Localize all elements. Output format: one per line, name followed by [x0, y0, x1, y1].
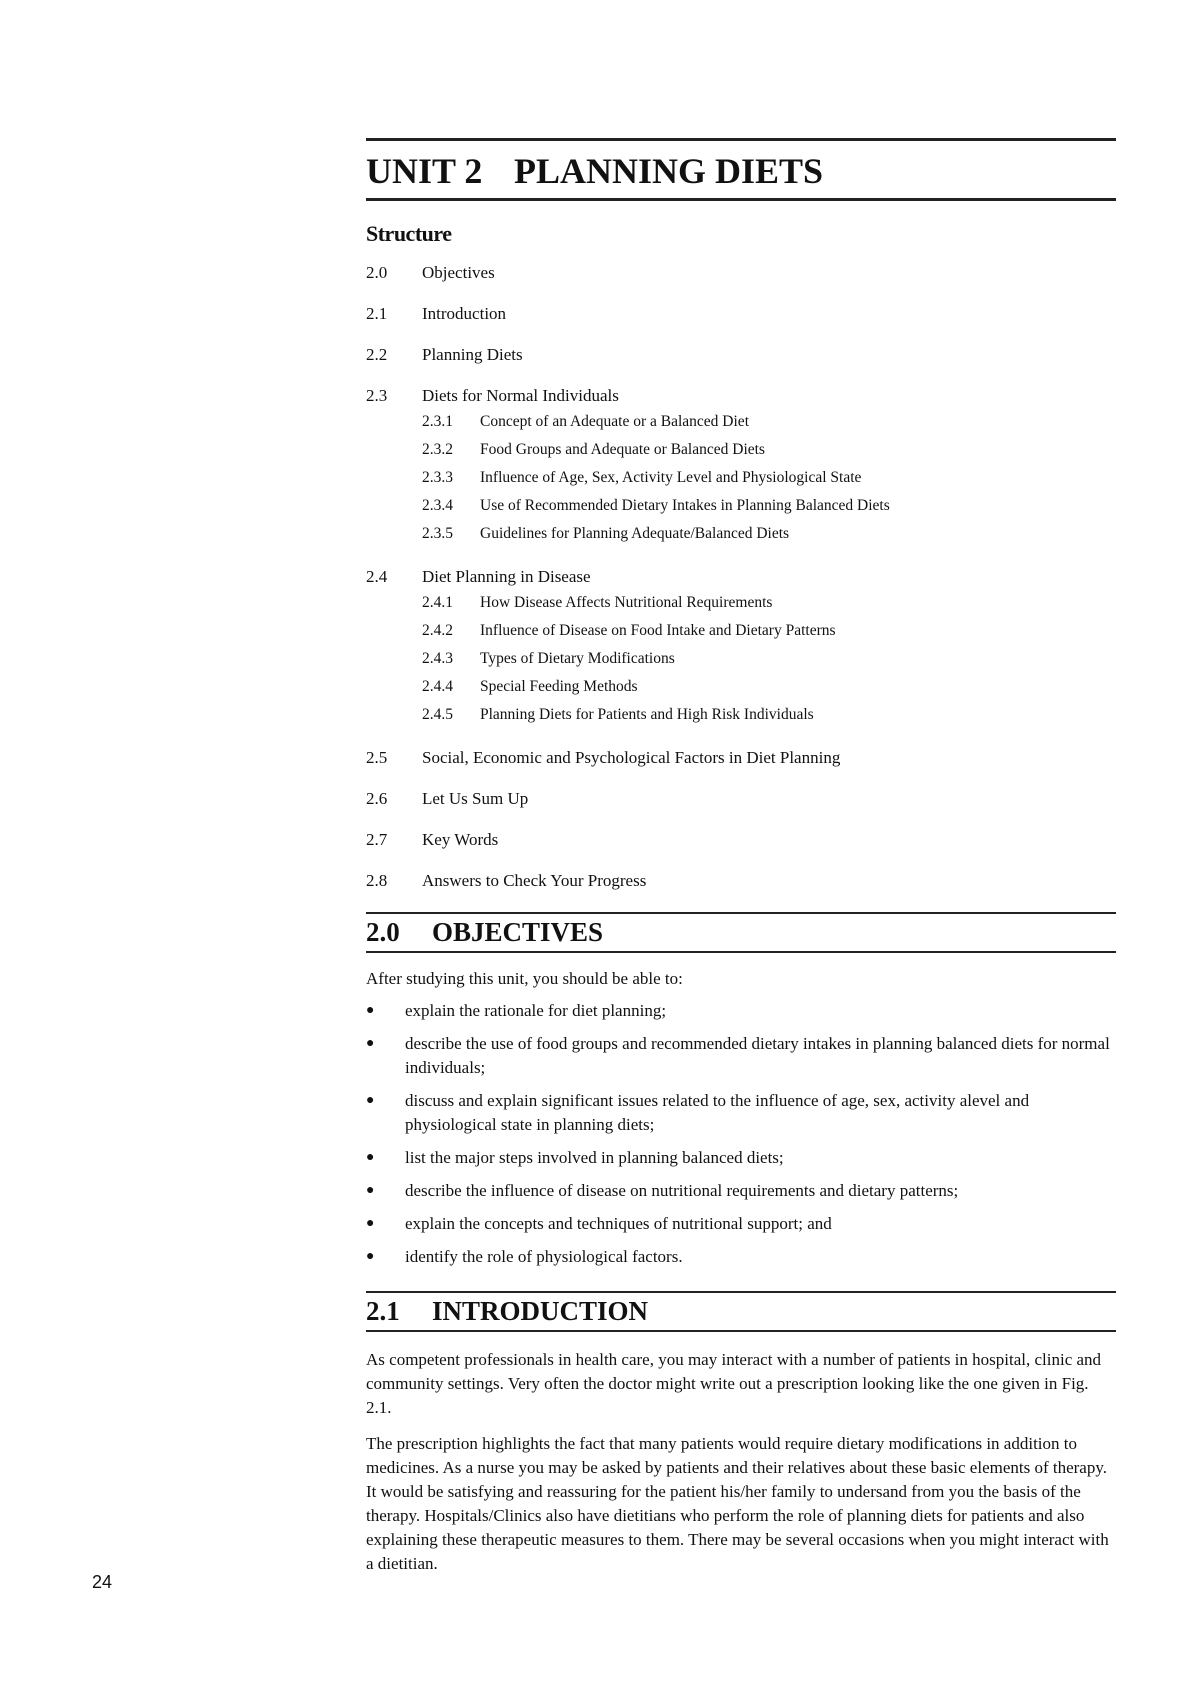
toc-subitem-number: 2.4.2	[422, 622, 453, 639]
toc-subitem	[366, 497, 1116, 517]
structure-heading: Structure	[366, 221, 452, 246]
toc-item-label: Planning Diets	[422, 345, 523, 364]
toc-item-number: 2.0	[366, 263, 388, 282]
toc-item-number: 2.4	[366, 567, 388, 586]
objective-item	[366, 999, 1116, 1023]
toc-subitem-label: Guidelines for Planning Adequate/Balanced Diets	[480, 525, 790, 542]
toc-item-number: 2.1	[366, 304, 388, 323]
toc-item	[366, 386, 1116, 406]
table-of-contents	[366, 263, 1116, 891]
toc-subitem-label: Concept of an Adequate or a Balanced Diet	[480, 413, 749, 430]
toc-item	[366, 871, 1116, 891]
objective-text: list the major steps involved in planning balanced diets;	[405, 1148, 784, 1167]
objective-item	[366, 1089, 1116, 1137]
objectives-heading	[366, 912, 1116, 953]
toc-subitem-label: Types of Dietary Modifications	[480, 650, 675, 667]
toc-subitem-number: 2.3.4	[422, 497, 453, 514]
toc-item-label: Diet Planning in Disease	[422, 567, 591, 586]
toc-item-number: 2.5	[366, 748, 388, 767]
toc-item	[366, 789, 1116, 809]
toc-subitem-number: 2.4.4	[422, 678, 453, 695]
objective-text: explain the rationale for diet planning;	[405, 1001, 667, 1020]
toc-item-label: Objectives	[422, 263, 495, 282]
toc-subitem-label: Food Groups and Adequate or Balanced Diets	[480, 441, 765, 458]
toc-subitem-number: 2.3.2	[422, 441, 453, 458]
toc-item-number: 2.8	[366, 871, 388, 890]
page-number: 24	[92, 1572, 113, 1592]
toc-item	[366, 345, 1116, 365]
bullet-icon: ●	[366, 1150, 375, 1165]
introduction-heading	[366, 1291, 1116, 1332]
toc-subitem	[366, 622, 1116, 642]
toc-item	[366, 830, 1116, 850]
toc-item	[366, 263, 1116, 283]
toc-subitem-label: Influence of Age, Sex, Activity Level and Physiological State	[480, 469, 862, 486]
toc-subitem	[366, 525, 1116, 545]
bullet-icon: ●	[366, 1249, 375, 1264]
objective-text: explain the concepts and techniques of nutritional support; and	[405, 1214, 832, 1233]
toc-subitem-label: Special Feeding Methods	[480, 678, 638, 695]
toc-item-number: 2.2	[366, 345, 388, 364]
introduction-title: INTRODUCTION	[432, 1296, 649, 1326]
toc-subitem-number: 2.4.1	[422, 594, 453, 611]
introduction-number: 2.1	[366, 1296, 400, 1326]
unit-number: UNIT 2	[366, 151, 483, 191]
toc-item-number: 2.3	[366, 386, 388, 405]
toc-subitem	[366, 678, 1116, 698]
toc-subitem-number: 2.4.5	[422, 706, 453, 723]
objective-text: describe the influence of disease on nutritional requirements and dietary patterns;	[405, 1181, 959, 1200]
objective-text: describe the use of food groups and recommended dietary intakes in planning balanced diets for normal individuals;	[405, 1034, 1110, 1077]
objective-item	[366, 1179, 1116, 1203]
objective-text: identify the role of physiological factors.	[405, 1247, 683, 1266]
toc-subitem	[366, 650, 1116, 670]
toc-subitem-number: 2.3.3	[422, 469, 453, 486]
objective-item	[366, 1032, 1116, 1080]
objectives-intro: After studying this unit, you should be able to:	[366, 969, 683, 988]
introduction-paragraph-2: The prescription highlights the fact that many patients would require dietary modifications in addition to medicines. As a nurse you may be asked by patients and their relatives about these basic elements of therapy. It would be satisfying and reassuring for the patient his/her family to undersand from you the basis of the therapy. Hospitals/Clinics also have dietitians who perform the role of planning diets for patients and also explaining these therapeutic measures to them. There may be several occasions when you might interact with a dietitian.	[366, 1434, 1109, 1573]
toc-subitem-number: 2.3.5	[422, 525, 453, 542]
objective-item	[366, 1146, 1116, 1170]
toc-item	[366, 567, 1116, 587]
bullet-icon: ●	[366, 1093, 375, 1108]
toc-subitem-number: 2.4.3	[422, 650, 453, 667]
unit-title	[366, 141, 1116, 201]
toc-subitem-label: Influence of Disease on Food Intake and Dietary Patterns	[480, 622, 836, 639]
objectives-number: 2.0	[366, 917, 400, 947]
toc-subitem-label: Planning Diets for Patients and High Risk Individuals	[480, 706, 814, 723]
bullet-icon: ●	[366, 1183, 375, 1198]
introduction-paragraph-1: As competent professionals in health care, you may interact with a number of patients in hospital, clinic and community settings. Very often the doctor might write out a prescription looking like the one given in Fig. 2.1.	[366, 1350, 1102, 1417]
bullet-icon: ●	[366, 1216, 375, 1231]
toc-item-label: Social, Economic and Psychological Factors in Diet Planning	[422, 748, 841, 767]
toc-item-label: Introduction	[422, 304, 507, 323]
toc-item-label: Let Us Sum Up	[422, 789, 529, 808]
toc-subitem-label: How Disease Affects Nutritional Requirements	[480, 594, 773, 611]
objective-item	[366, 1212, 1116, 1236]
unit-name: PLANNING DIETS	[514, 151, 824, 191]
objective-text: discuss and explain significant issues related to the influence of age, sex, activity alevel and physiological state in planning diets;	[405, 1091, 1030, 1134]
objectives-list	[366, 999, 1116, 1269]
toc-subitem	[366, 469, 1116, 489]
toc-item	[366, 748, 1116, 768]
toc-item-label: Answers to Check Your Progress	[422, 871, 647, 890]
toc-subitem	[366, 441, 1116, 461]
bullet-icon: ●	[366, 1036, 375, 1051]
toc-subitem-number: 2.3.1	[422, 413, 453, 430]
toc-subitem	[366, 594, 1116, 614]
toc-subitem	[366, 413, 1116, 433]
toc-subitem	[366, 706, 1116, 726]
objectives-title: OBJECTIVES	[432, 917, 604, 947]
toc-item-label: Key Words	[422, 830, 499, 849]
toc-item-number: 2.7	[366, 830, 388, 849]
toc-item-label: Diets for Normal Individuals	[422, 386, 619, 405]
objective-item	[366, 1245, 1116, 1269]
bullet-icon: ●	[366, 1003, 375, 1018]
toc-item	[366, 304, 1116, 324]
toc-subitem-label: Use of Recommended Dietary Intakes in Planning Balanced Diets	[480, 497, 890, 514]
toc-item-number: 2.6	[366, 789, 388, 808]
page-content	[366, 138, 1116, 1576]
